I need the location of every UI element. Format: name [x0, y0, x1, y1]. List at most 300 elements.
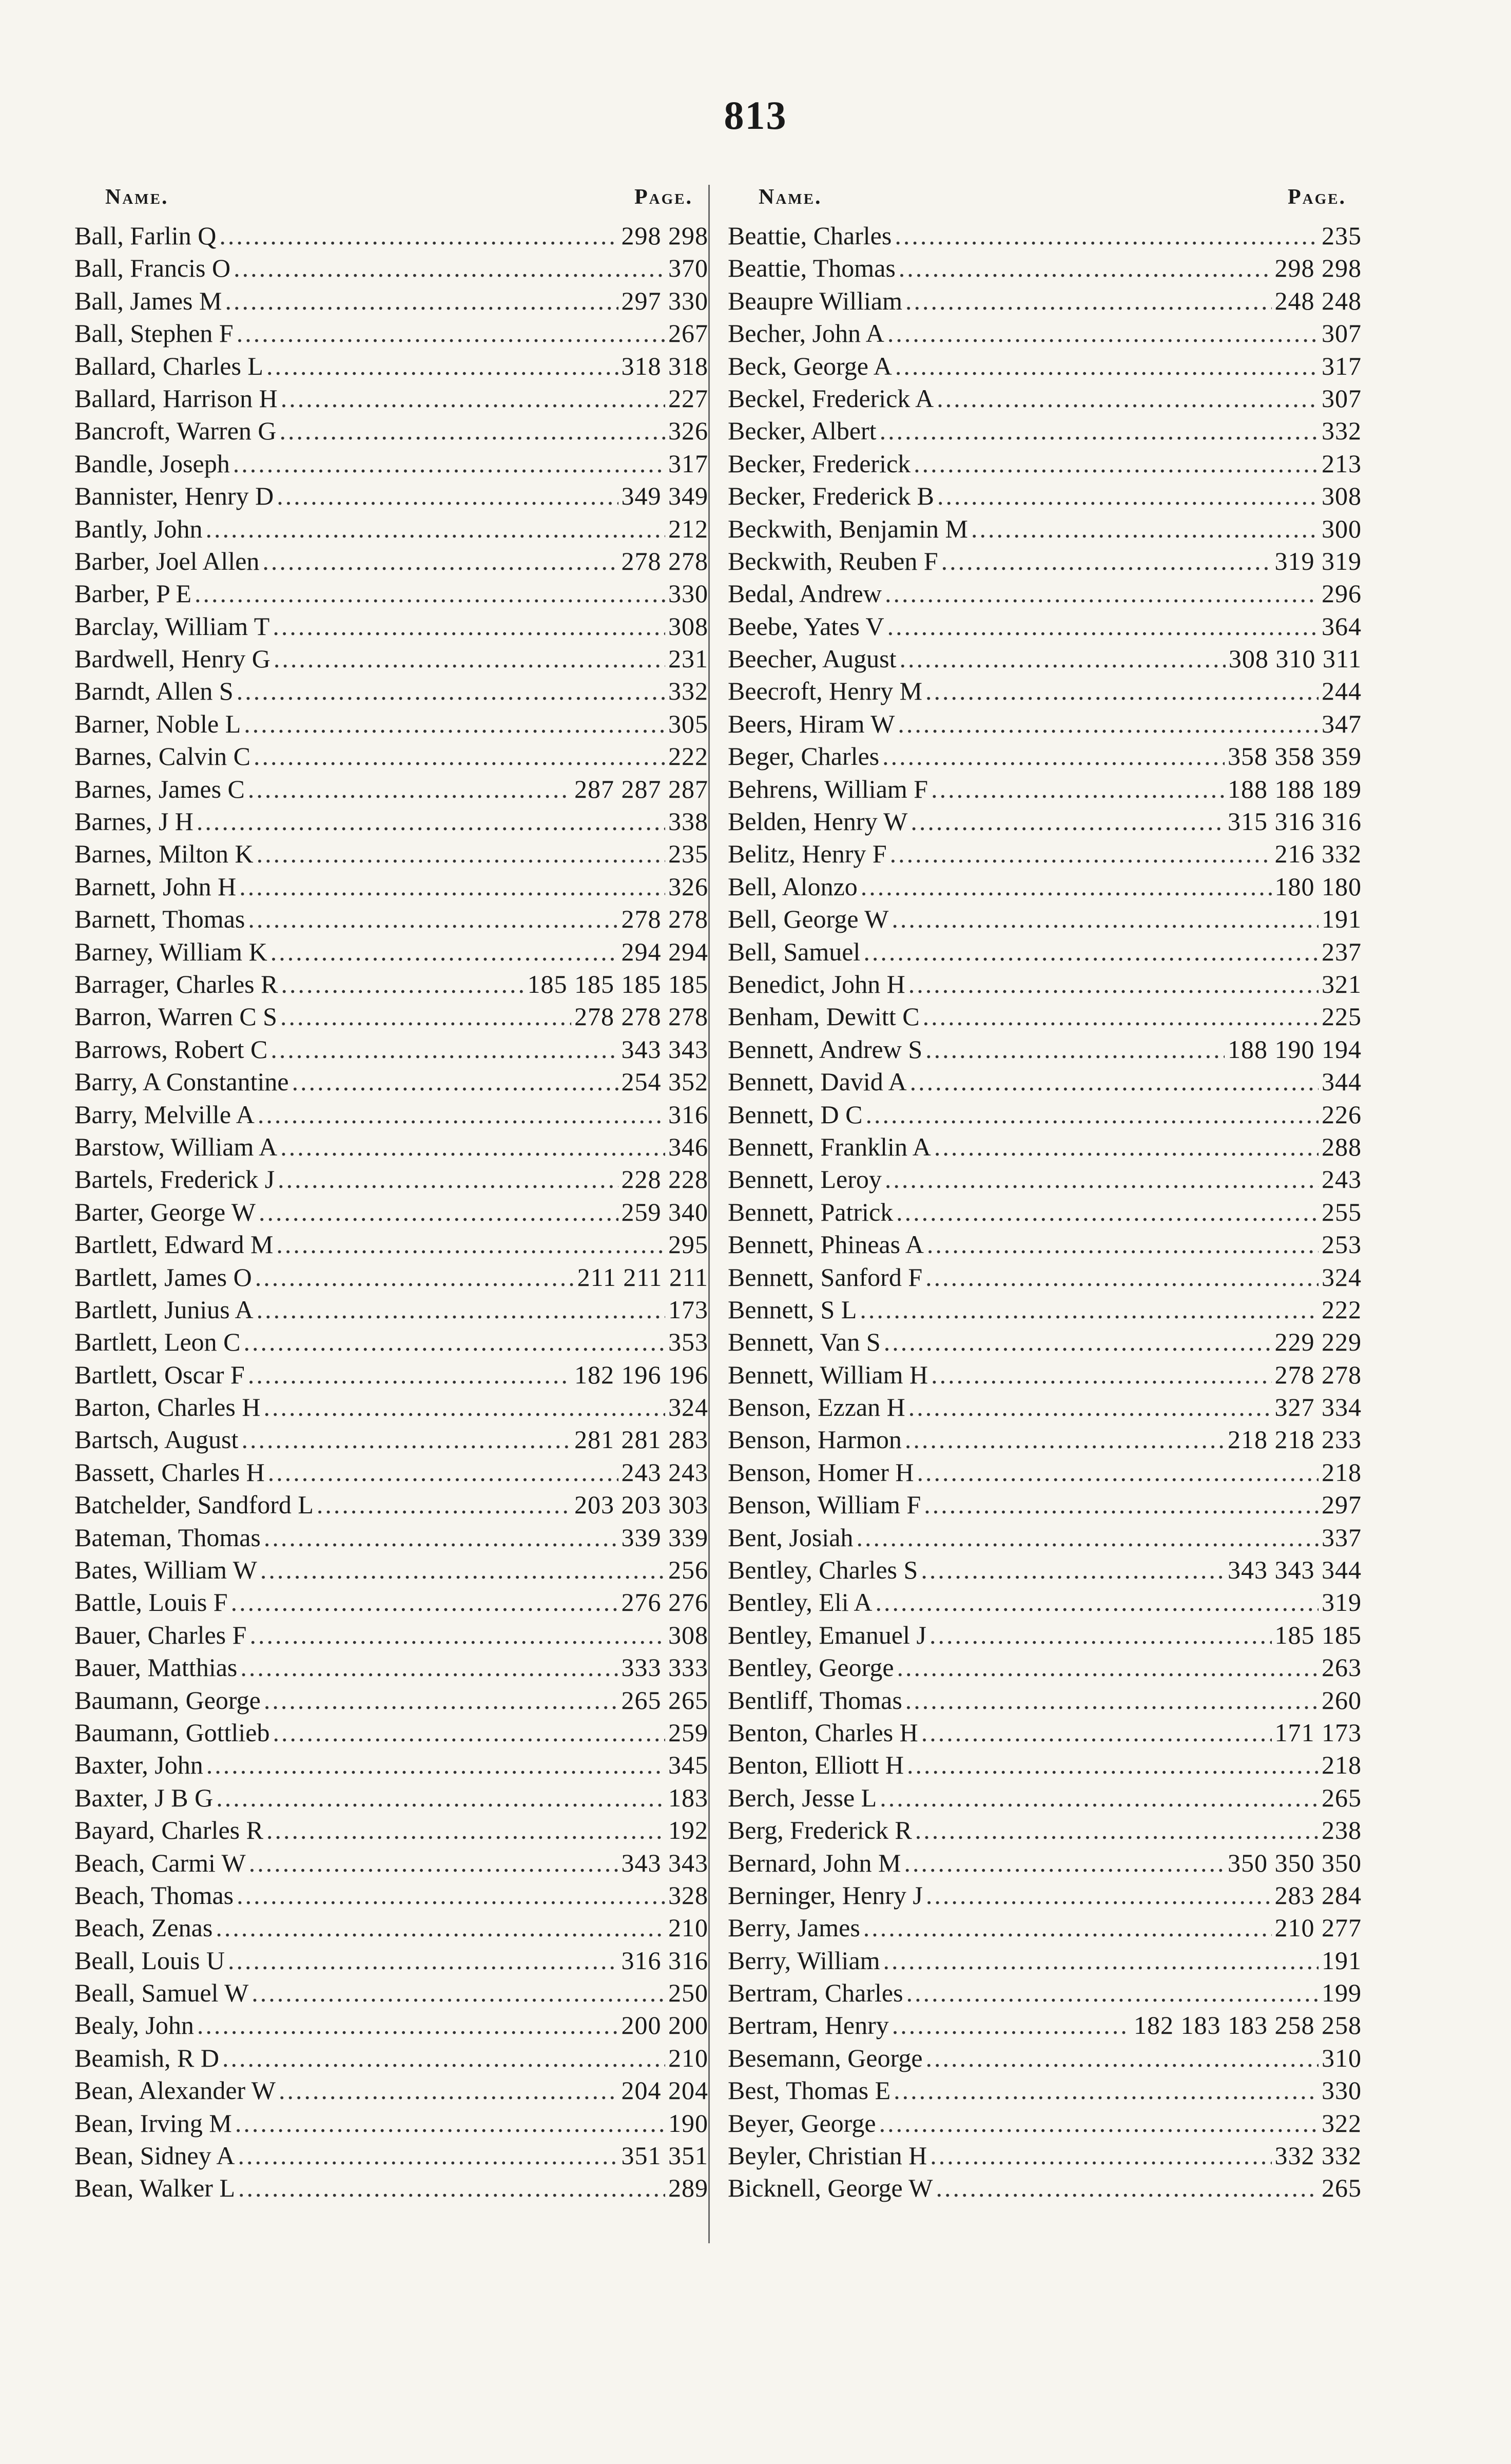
entry-name: Bates, William W: [74, 1555, 257, 1585]
entry-pages: 255: [1322, 1197, 1362, 1226]
index-entry: [74, 1294, 708, 1326]
leader-dots: [254, 740, 665, 773]
entry-name: Bennett, S L: [728, 1295, 857, 1324]
leader-dots: [206, 513, 665, 545]
entry-pages: 298 298: [1274, 254, 1362, 283]
leader-dots: [262, 545, 618, 578]
entry-pages: 318 318: [621, 351, 708, 380]
index-entry: [74, 1814, 708, 1846]
index-entry: [74, 838, 708, 870]
entry-pages: 226: [1322, 1100, 1362, 1129]
entry-pages: 346: [668, 1132, 708, 1161]
leader-dots: [875, 1586, 1319, 1619]
entry-name: Beers, Hiram W: [728, 709, 895, 738]
entry-name: Bennett, Van S: [728, 1327, 881, 1357]
leader-dots: [266, 350, 618, 382]
index-entry: [728, 2074, 1362, 2107]
entry-name: Bartlett, James O: [74, 1262, 252, 1292]
leader-dots: [280, 415, 665, 447]
leader-dots: [270, 936, 618, 968]
index-entry: [74, 740, 708, 773]
entry-pages: 295: [668, 1230, 708, 1259]
entry-name: Barnes, James C: [74, 774, 245, 803]
index-entry: [728, 578, 1362, 610]
entry-pages: 278 278: [621, 904, 708, 934]
index-entry: [728, 740, 1362, 773]
leader-dots: [239, 871, 665, 903]
entry-pages: 316 316: [621, 1946, 708, 1975]
entry-name: Bannister, Henry D: [74, 482, 274, 511]
index-entry: [74, 1749, 708, 1781]
index-entry: [74, 1717, 708, 1749]
entry-name: Bentley, Eli A: [728, 1588, 873, 1617]
leader-dots: [895, 350, 1319, 382]
entry-pages: 210: [668, 2043, 708, 2072]
entry-name: Ballard, Charles L: [74, 351, 263, 380]
index-entry: [728, 513, 1362, 545]
entry-name: Benton, Elliott H: [728, 1750, 904, 1780]
leader-dots: [266, 1814, 665, 1846]
entry-name: Beattie, Charles: [728, 221, 892, 250]
index-entry: [728, 1912, 1362, 1944]
index-entry: [728, 838, 1362, 870]
entry-name: Best, Thomas E: [728, 2076, 891, 2105]
index-entry: [728, 350, 1362, 382]
index-entry: [74, 2009, 708, 2042]
entry-pages: 343 343: [621, 1034, 708, 1064]
entry-pages: 315 316 316: [1228, 807, 1362, 836]
entry-pages: 225: [1322, 1002, 1362, 1031]
index-entry: [74, 220, 708, 252]
entry-pages: 171 173: [1274, 1718, 1362, 1747]
leader-dots: [255, 1261, 574, 1294]
index-entry: [74, 1977, 708, 2009]
entry-name: Batchelder, Sandford L: [74, 1490, 314, 1519]
index-entry: [74, 1782, 708, 1814]
leader-dots: [278, 1163, 618, 1196]
index-entry: [728, 2009, 1362, 2042]
entry-pages: 297 330: [621, 286, 708, 315]
index-entry: [74, 350, 708, 382]
entry-name: Bell, Samuel: [728, 937, 861, 966]
entry-pages: 333 333: [621, 1653, 708, 1682]
leader-dots: [882, 740, 1225, 773]
index-entry: [728, 2042, 1362, 2074]
entry-name: Bean, Alexander W: [74, 2076, 276, 2105]
index-entry: [728, 1782, 1362, 1814]
entry-pages: 191: [1322, 1946, 1362, 1975]
leader-dots: [248, 1359, 571, 1391]
leader-dots: [248, 773, 571, 805]
entry-name: Ball, Stephen F: [74, 319, 234, 348]
leader-dots: [197, 2009, 618, 2042]
leader-dots: [248, 903, 618, 935]
leader-dots: [884, 1326, 1272, 1358]
entry-name: Barstow, William A: [74, 1132, 278, 1161]
entry-name: Beecher, August: [728, 644, 897, 673]
entry-pages: 253: [1322, 1230, 1362, 1259]
entry-pages: 238: [1322, 1816, 1362, 1845]
leader-dots: [240, 1651, 618, 1684]
leader-dots: [257, 838, 665, 870]
index-entry: [728, 968, 1362, 1000]
leader-dots: [894, 2074, 1319, 2107]
entry-name: Benedict, John H: [728, 969, 905, 998]
index-entry: [728, 1945, 1362, 1977]
index-entry: [74, 1228, 708, 1261]
leader-dots: [317, 1489, 571, 1521]
index-entry: [728, 2140, 1362, 2172]
entry-name: Ball, Francis O: [74, 254, 231, 283]
leader-dots: [197, 805, 665, 838]
leader-dots: [235, 2107, 665, 2140]
leader-dots: [929, 1619, 1272, 1651]
entry-name: Barnett, John H: [74, 872, 237, 901]
page-header: Page.: [634, 185, 693, 209]
entry-name: Berch, Jesse L: [728, 1783, 877, 1812]
index-entry: [728, 415, 1362, 447]
leader-dots: [934, 1131, 1319, 1163]
entry-pages: 294 294: [621, 937, 708, 966]
entry-name: Barrows, Robert C: [74, 1034, 268, 1064]
index-entry: [728, 448, 1362, 480]
entry-name: Beckwith, Reuben F: [728, 546, 938, 575]
entry-name: Benson, William F: [728, 1490, 921, 1519]
entry-pages: 327 334: [1274, 1393, 1362, 1422]
entry-pages: 344: [1322, 1067, 1362, 1096]
entry-pages: 260: [1322, 1685, 1362, 1715]
index-entry: [74, 1326, 708, 1358]
leader-dots: [237, 1879, 665, 1912]
index-entry: [728, 382, 1362, 415]
entry-pages: 173: [668, 1295, 708, 1324]
entry-pages: 218 218 233: [1228, 1425, 1362, 1454]
leader-dots: [921, 1554, 1225, 1586]
leader-dots: [237, 317, 665, 350]
index-entry: [74, 2140, 708, 2172]
leader-dots: [281, 968, 524, 1000]
index-entry: [728, 1717, 1362, 1749]
entry-name: Benson, Homer H: [728, 1457, 914, 1487]
entry-name: Beck, George A: [728, 351, 892, 380]
entry-name: Beall, Louis U: [74, 1946, 225, 1975]
entry-pages: 288: [1322, 1132, 1362, 1161]
entry-pages: 200 200: [621, 2011, 708, 2040]
index-entry: [728, 1586, 1362, 1619]
index-entry: [728, 2107, 1362, 2140]
entry-pages: 210 277: [1274, 1913, 1362, 1942]
leader-dots: [251, 1977, 665, 2009]
index-entry: [74, 1456, 708, 1489]
entry-name: Berry, William: [728, 1946, 880, 1975]
entry-pages: 351 351: [621, 2141, 708, 2170]
entry-pages: 218: [1322, 1457, 1362, 1487]
leader-dots: [264, 1684, 618, 1717]
entry-name: Beckwith, Benjamin M: [728, 514, 968, 543]
entry-pages: 297: [1322, 1490, 1362, 1519]
leader-dots: [905, 1423, 1225, 1456]
leader-dots: [260, 1554, 665, 1586]
leader-dots: [880, 1782, 1319, 1814]
entry-name: Bartels, Frederick J: [74, 1165, 275, 1194]
index-entry: [728, 1847, 1362, 1879]
entry-name: Barrager, Charles R: [74, 969, 278, 998]
entry-pages: 185 185: [1274, 1620, 1362, 1649]
entry-name: Bartlett, Edward M: [74, 1230, 274, 1259]
entry-name: Ballard, Harrison H: [74, 383, 278, 413]
index-entry: [74, 578, 708, 610]
leader-dots: [277, 480, 618, 512]
entry-name: Benson, Harmon: [728, 1425, 902, 1454]
index-entry: [728, 1489, 1362, 1521]
index-entry: [728, 1522, 1362, 1554]
entry-name: Bennett, Leroy: [728, 1165, 882, 1194]
entry-pages: 330: [668, 579, 708, 608]
leader-dots: [911, 805, 1225, 838]
index-entry: [728, 1326, 1362, 1358]
entry-pages: 370: [668, 254, 708, 283]
leader-dots: [923, 1000, 1319, 1033]
index-entry: [74, 1945, 708, 1977]
entry-name: Beach, Thomas: [74, 1880, 234, 1910]
entry-pages: 316: [668, 1100, 708, 1129]
left-column: [74, 181, 708, 2205]
entry-pages: 283 284: [1274, 1880, 1362, 1910]
leader-dots: [908, 1391, 1272, 1423]
leader-dots: [206, 1749, 665, 1781]
entry-name: Bennett, Sanford F: [728, 1262, 923, 1292]
index-entry: [74, 1423, 708, 1456]
leader-dots: [905, 1684, 1319, 1717]
entry-name: Benham, Dewitt C: [728, 1002, 920, 1031]
entry-pages: 222: [1322, 1295, 1362, 1324]
index-entry: [728, 1619, 1362, 1651]
index-entry: [74, 480, 708, 512]
entry-pages: 347: [1322, 709, 1362, 738]
index-entry: [74, 1847, 708, 1879]
leader-dots: [917, 1456, 1319, 1489]
entry-pages: 349 349: [621, 482, 708, 511]
entry-name: Becker, Frederick: [728, 449, 911, 478]
entry-name: Bancroft, Warren G: [74, 416, 277, 446]
index-entry: [728, 1066, 1362, 1098]
leader-dots: [279, 2074, 618, 2107]
entry-name: Bartsch, August: [74, 1425, 239, 1454]
leader-dots: [276, 1228, 665, 1261]
entry-pages: 317: [1322, 351, 1362, 380]
entry-name: Beattie, Thomas: [728, 254, 896, 283]
entry-name: Bernard, John M: [728, 1848, 901, 1877]
entry-pages: 308: [668, 1620, 708, 1649]
leader-dots: [231, 1586, 618, 1619]
entry-pages: 322: [1322, 2108, 1362, 2138]
leader-dots: [899, 643, 1225, 675]
index-entry: [728, 1977, 1362, 2009]
entry-pages: 326: [668, 416, 708, 446]
entry-pages: 278 278: [621, 546, 708, 575]
entry-pages: 210: [668, 1913, 708, 1942]
leader-dots: [887, 610, 1319, 643]
entry-pages: 278 278: [1274, 1360, 1362, 1389]
entry-pages: 345: [668, 1750, 708, 1780]
entry-name: Bentley, Charles S: [728, 1555, 918, 1585]
right-entry-list: [728, 220, 1362, 2205]
leader-dots: [892, 903, 1319, 935]
leader-dots: [228, 1945, 618, 1977]
entry-name: Barnes, Milton K: [74, 839, 254, 869]
index-entry: [728, 1163, 1362, 1196]
index-entry: [728, 1684, 1362, 1717]
leader-dots: [914, 448, 1319, 480]
entry-name: Bateman, Thomas: [74, 1523, 261, 1552]
entry-name: Bayard, Charles R: [74, 1816, 263, 1845]
entry-pages: 243: [1322, 1165, 1362, 1194]
entry-pages: 188 190 194: [1228, 1034, 1362, 1064]
entry-pages: 358 358 359: [1228, 742, 1362, 771]
right-column: [728, 181, 1362, 2205]
entry-pages: 298 298: [621, 221, 708, 250]
leader-dots: [925, 1261, 1319, 1294]
entry-pages: 244: [1322, 677, 1362, 706]
entry-pages: 287 287 287: [574, 774, 708, 803]
index-entry: [74, 1033, 708, 1066]
entry-name: Baumann, George: [74, 1685, 261, 1715]
leader-dots: [931, 773, 1225, 805]
entry-pages: 308: [668, 611, 708, 641]
leader-dots: [258, 1099, 665, 1131]
entry-pages: 218: [1322, 1750, 1362, 1780]
entry-pages: 353: [668, 1327, 708, 1357]
entry-name: Bertram, Henry: [728, 2011, 889, 2040]
index-entry: [728, 2172, 1362, 2204]
entry-pages: 319 319: [1274, 546, 1362, 575]
entry-pages: 259 340: [621, 1197, 708, 1226]
leader-dots: [274, 643, 665, 675]
entry-name: Bantly, John: [74, 514, 203, 543]
leader-dots: [237, 675, 665, 707]
index-entry: [728, 1879, 1362, 1912]
leader-dots: [925, 1033, 1225, 1066]
index-entry: [728, 903, 1362, 935]
entry-pages: 237: [1322, 937, 1362, 966]
leader-dots: [892, 2009, 1131, 2042]
entry-name: Beach, Carmi W: [74, 1848, 246, 1877]
index-entry: [74, 1099, 708, 1131]
entry-name: Becher, John A: [728, 319, 884, 348]
index-entry: [74, 317, 708, 350]
entry-name: Berry, James: [728, 1913, 860, 1942]
entry-pages: 222: [668, 742, 708, 771]
entry-name: Bentley, George: [728, 1653, 894, 1682]
entry-name: Behrens, William F: [728, 774, 928, 803]
leader-dots: [937, 480, 1319, 512]
entry-pages: 256: [668, 1555, 708, 1585]
entry-name: Benton, Charles H: [728, 1718, 918, 1747]
index-entry: [728, 1554, 1362, 1586]
leader-dots: [219, 220, 618, 252]
index-entry: [74, 2172, 708, 2204]
leader-dots: [937, 382, 1319, 415]
entry-pages: 265 265: [621, 1685, 708, 1715]
entry-pages: 324: [1322, 1262, 1362, 1292]
leader-dots: [216, 1912, 665, 1944]
leader-dots: [270, 1033, 618, 1066]
entry-name: Bartlett, Oscar F: [74, 1360, 245, 1389]
entry-pages: 228 228: [621, 1165, 708, 1194]
leader-dots: [280, 1131, 665, 1163]
entry-name: Bean, Walker L: [74, 2173, 235, 2203]
index-entry: [728, 1294, 1362, 1326]
index-entry: [74, 643, 708, 675]
leader-dots: [216, 1782, 665, 1814]
index-entry: [728, 675, 1362, 707]
entry-name: Bassett, Charles H: [74, 1457, 265, 1487]
entry-name: Beaupre William: [728, 286, 903, 315]
leader-dots: [273, 1717, 666, 1749]
entry-name: Barry, A Constantine: [74, 1067, 289, 1096]
entry-name: Beckel, Frederick A: [728, 383, 934, 413]
leader-dots: [263, 1391, 665, 1423]
entry-name: Becker, Albert: [728, 416, 877, 446]
entry-name: Besemann, George: [728, 2043, 923, 2072]
entry-pages: 227: [668, 383, 708, 413]
entry-name: Barber, P E: [74, 579, 192, 608]
entry-name: Bean, Sidney A: [74, 2141, 235, 2170]
index-entry: [728, 936, 1362, 968]
left-column-header: [74, 181, 708, 220]
index-entry: [74, 773, 708, 805]
entry-name: Bertram, Charles: [728, 1978, 903, 2008]
entry-name: Belden, Henry W: [728, 807, 908, 836]
leader-dots: [941, 545, 1272, 578]
leader-dots: [885, 1163, 1319, 1196]
leader-dots: [880, 415, 1319, 447]
entry-pages: 203 203 303: [574, 1490, 708, 1519]
index-entry: [728, 773, 1362, 805]
index-entry: [728, 871, 1362, 903]
entry-pages: 289: [668, 2173, 708, 2203]
entry-pages: 231: [668, 644, 708, 673]
leader-dots: [906, 1977, 1319, 2009]
leader-dots: [273, 610, 665, 643]
entry-pages: 259: [668, 1718, 708, 1747]
entry-pages: 278 278 278: [574, 1002, 708, 1031]
entry-pages: 337: [1322, 1523, 1362, 1552]
index-entry: [728, 1196, 1362, 1228]
index-entry: [74, 1554, 708, 1586]
index-entry: [728, 1391, 1362, 1423]
entry-name: Ball, Farlin Q: [74, 221, 217, 250]
index-entry: [728, 480, 1362, 512]
leader-dots: [861, 871, 1272, 903]
entry-name: Bicknell, George W: [728, 2173, 933, 2203]
entry-name: Bauer, Charles F: [74, 1620, 247, 1649]
entry-name: Beyler, Christian H: [728, 2141, 927, 2170]
index-entry: [74, 903, 708, 935]
index-entry: [74, 1684, 708, 1717]
leader-dots: [908, 968, 1319, 1000]
entry-pages: 248 248: [1274, 286, 1362, 315]
leader-dots: [936, 2172, 1319, 2204]
entry-pages: 343 343 344: [1228, 1555, 1362, 1585]
leader-dots: [899, 252, 1272, 284]
index-entry: [728, 1261, 1362, 1294]
entry-name: Bauer, Matthias: [74, 1653, 238, 1682]
index-entry: [74, 1163, 708, 1196]
entry-name: Barron, Warren C S: [74, 1002, 277, 1031]
entry-name: Baxter, John: [74, 1750, 203, 1780]
index-entry: [74, 968, 708, 1000]
